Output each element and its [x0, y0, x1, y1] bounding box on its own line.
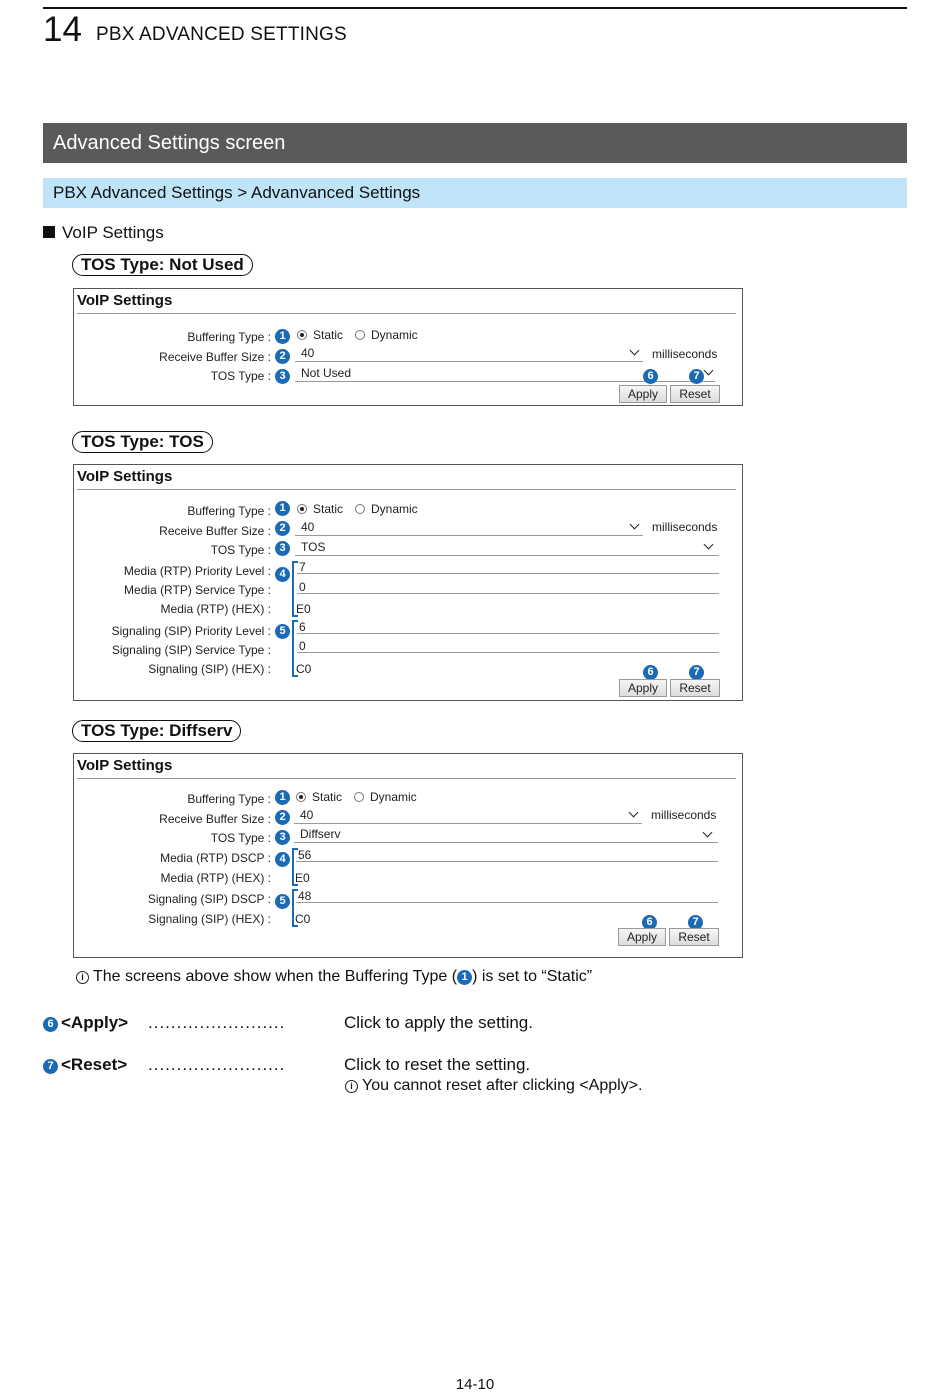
badge-5: 5: [275, 624, 290, 639]
subsection-title: VoIP Settings: [62, 223, 164, 242]
sip-hex-label: Signaling (SIP) (HEX) :: [148, 912, 271, 926]
buffer-size-select[interactable]: 40: [301, 520, 315, 534]
info-icon: i: [76, 971, 89, 984]
rtp-dscp-label: Media (RTP) DSCP :: [160, 851, 271, 865]
subsection-heading: [43, 222, 164, 244]
chevron-down-icon[interactable]: [629, 808, 639, 818]
reset-button[interactable]: Reset: [669, 928, 719, 946]
badge-6: 6: [643, 665, 658, 680]
badge-3: 3: [275, 830, 290, 845]
buffering-type-label: Buffering Type :: [187, 792, 271, 806]
sip-dscp-label: Signaling (SIP) DSCP :: [147, 892, 271, 906]
tos-type-label: TOS Type :: [210, 369, 271, 383]
field-underline: [295, 535, 643, 536]
static-radio[interactable]: [297, 504, 307, 514]
sip-service-input[interactable]: 0: [299, 639, 306, 653]
tos-type-select[interactable]: TOS: [301, 540, 326, 554]
unit-label: milliseconds: [651, 808, 717, 822]
badge-2: 2: [275, 349, 290, 364]
sip-dscp-input[interactable]: 48: [298, 889, 312, 903]
voip-panel-diffserv: [73, 753, 743, 958]
panel-title: VoIP Settings: [77, 292, 173, 309]
reset-term: [43, 1055, 127, 1075]
badge-6: 6: [43, 1017, 58, 1032]
dynamic-radio[interactable]: [355, 504, 365, 514]
reset-term-text: <Reset>: [61, 1055, 128, 1074]
badge-4: 4: [275, 567, 290, 582]
badge-1: 1: [275, 790, 290, 805]
chevron-down-icon[interactable]: [703, 828, 713, 838]
header-rule: [43, 7, 907, 9]
badge-1: 1: [457, 970, 472, 985]
field-underline: [295, 361, 643, 362]
buffering-type-label: Buffering Type :: [187, 330, 271, 344]
apply-description: Click to apply the setting.: [344, 1013, 533, 1032]
static-note: [76, 967, 592, 987]
chapter-number: 14: [43, 10, 82, 49]
tos-type-label: TOS Type :: [210, 831, 271, 845]
rtp-priority-label: Media (RTP) Priority Level :: [123, 564, 271, 578]
reset-button[interactable]: Reset: [670, 679, 720, 697]
sip-hex-value: C0: [295, 912, 311, 926]
note-text-after: ) is set to “Static”: [472, 968, 593, 985]
title-rule: [77, 313, 736, 314]
apply-button[interactable]: Apply: [619, 385, 667, 403]
badge-1: 1: [275, 329, 290, 344]
section-title: Advanced Settings screen: [43, 123, 907, 163]
badge-2: 2: [275, 521, 290, 536]
static-label: Static: [312, 790, 343, 804]
sip-service-label: Signaling (SIP) Service Type :: [111, 643, 271, 657]
apply-term: [43, 1013, 128, 1033]
rtp-hex-label: Media (RTP) (HEX) :: [160, 871, 271, 885]
badge-4: 4: [275, 852, 290, 867]
note-text-before: The screens above show when the Buffering Type (: [93, 968, 458, 985]
tos-type-select[interactable]: Diffserv: [300, 827, 341, 841]
static-label: Static: [313, 502, 344, 516]
badge-7: 7: [689, 665, 704, 680]
rtp-service-label: Media (RTP) Service Type :: [124, 583, 271, 597]
badge-6: 6: [642, 915, 657, 930]
field-underline: [296, 861, 718, 862]
badge-3: 3: [275, 369, 290, 384]
reset-leader-dots: ........................: [148, 1055, 286, 1074]
reset-description: Click to reset the setting.: [344, 1055, 531, 1074]
badge-7: 7: [688, 915, 703, 930]
buffering-type-label: Buffering Type :: [187, 504, 271, 518]
chevron-down-icon[interactable]: [704, 540, 714, 550]
dynamic-label: Dynamic: [371, 328, 418, 342]
voip-panel-not-used: [73, 288, 743, 406]
chapter-title: PBX ADVANCED SETTINGS: [96, 24, 347, 45]
sip-priority-input[interactable]: 6: [299, 620, 306, 634]
reset-button[interactable]: Reset: [670, 385, 720, 403]
badge-7: 7: [43, 1059, 58, 1074]
buffer-size-select[interactable]: 40: [300, 808, 314, 822]
dynamic-label: Dynamic: [370, 790, 417, 804]
chevron-down-icon[interactable]: [630, 520, 640, 530]
field-underline: [297, 633, 719, 634]
apply-term-text: <Apply>: [61, 1013, 129, 1032]
panel-title: VoIP Settings: [77, 757, 173, 774]
sip-priority-label: Signaling (SIP) Priority Level :: [111, 624, 271, 638]
title-rule: [77, 778, 736, 779]
dynamic-radio[interactable]: [355, 330, 365, 340]
buffer-size-select[interactable]: 40: [301, 346, 315, 360]
chevron-down-icon[interactable]: [630, 346, 640, 356]
square-bullet-icon: [43, 226, 55, 238]
reset-note: [345, 1076, 642, 1096]
apply-button[interactable]: Apply: [619, 679, 667, 697]
page-number: 14-10: [455, 1376, 495, 1393]
unit-label: milliseconds: [652, 520, 718, 534]
badge-3: 3: [275, 541, 290, 556]
badge-1: 1: [275, 501, 290, 516]
receive-buffer-label: Receive Buffer Size :: [159, 350, 271, 364]
dynamic-radio[interactable]: [354, 792, 364, 802]
sip-hex-label: Signaling (SIP) (HEX) :: [148, 662, 271, 676]
field-underline: [294, 823, 642, 824]
rtp-service-input[interactable]: 0: [299, 580, 306, 594]
caption-tos-diffserv: TOS Type: Diffserv: [72, 720, 241, 742]
rtp-dscp-input[interactable]: 56: [298, 848, 312, 862]
rtp-hex-value: E0: [296, 602, 311, 616]
voip-panel-tos: [73, 464, 743, 701]
tos-type-label: TOS Type :: [210, 543, 271, 557]
static-radio[interactable]: [296, 792, 306, 802]
caption-tos-tos: TOS Type: TOS: [72, 431, 213, 453]
sip-hex-value: C0: [296, 662, 312, 676]
badge-5: 5: [275, 894, 290, 909]
rtp-hex-label: Media (RTP) (HEX) :: [160, 602, 271, 616]
breadcrumb: PBX Advanced Settings > Advanvanced Settings: [43, 178, 907, 208]
dynamic-label: Dynamic: [371, 502, 418, 516]
apply-leader-dots: ........................: [148, 1013, 286, 1032]
badge-6: 6: [643, 369, 658, 384]
field-underline: [294, 842, 718, 843]
tos-type-select[interactable]: Not Used: [301, 366, 352, 380]
caption-tos-not-used: TOS Type: Not Used: [72, 254, 253, 276]
reset-note-text: You cannot reset after clicking <Apply>.: [362, 1077, 643, 1094]
title-rule: [77, 489, 736, 490]
rtp-priority-input[interactable]: 7: [299, 560, 306, 574]
field-underline: [296, 902, 718, 903]
field-underline: [297, 573, 719, 574]
apply-button[interactable]: Apply: [618, 928, 666, 946]
field-underline: [297, 593, 719, 594]
badge-2: 2: [275, 810, 290, 825]
receive-buffer-label: Receive Buffer Size :: [159, 524, 271, 538]
static-radio[interactable]: [297, 330, 307, 340]
chevron-down-icon[interactable]: [704, 366, 714, 376]
field-underline: [297, 652, 719, 653]
info-icon: i: [345, 1080, 358, 1093]
static-label: Static: [313, 328, 344, 342]
receive-buffer-label: Receive Buffer Size :: [159, 812, 271, 826]
badge-7: 7: [689, 369, 704, 384]
rtp-hex-value: E0: [295, 871, 310, 885]
unit-label: milliseconds: [652, 347, 718, 361]
field-underline: [295, 555, 719, 556]
panel-title: VoIP Settings: [77, 468, 173, 485]
